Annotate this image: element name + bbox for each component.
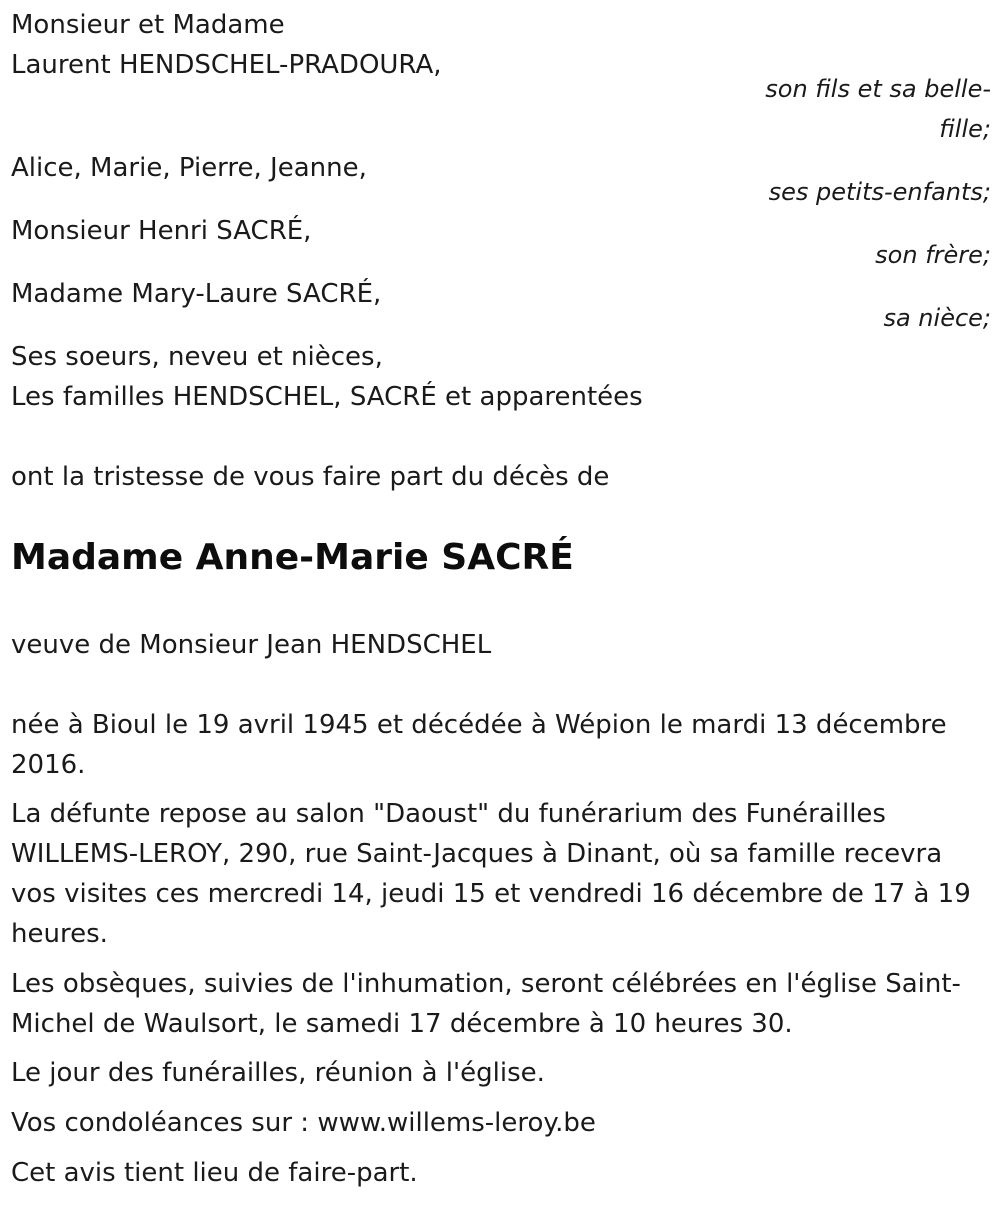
family-name-line: Monsieur Henri SACRÉ, [11,216,312,246]
family-relation: ses petits-enfants; [768,178,991,206]
repose-line: heures. [11,919,108,949]
birth-death-line: née à Bioul le 19 avril 1945 et décédée à Wépion le mardi 13 décembre [11,710,947,740]
deceased-name: Madame Anne-Marie SACRÉ [11,537,574,578]
meeting-text: Le jour des funérailles, réunion à l'église. [11,1058,545,1088]
birth-death-line: 2016. [11,750,86,780]
family-relation: son fils et sa belle- [765,75,991,103]
widow-of-text: veuve de Monsieur Jean HENDSCHEL [11,630,492,660]
repose-line: vos visites ces mercredi 14, jeudi 15 et vendredi 16 décembre de 17 à 19 [11,879,971,909]
family-relation: son frère; [875,241,991,269]
repose-line: La défunte repose au salon "Daoust" du funérarium des Funérailles [11,799,886,829]
announcement-text: ont la tristesse de vous faire part du décès de [11,462,610,492]
family-name-line: Ses soeurs, neveu et nièces, [11,342,383,372]
family-name-line: Madame Mary-Laure SACRÉ, [11,279,382,309]
family-name-line: Monsieur et Madame [11,10,285,40]
family-relation: sa nièce; [883,304,991,332]
notice-text: Cet avis tient lieu de faire-part. [11,1158,418,1188]
repose-line: WILLEMS-LEROY, 290, rue Saint-Jacques à Dinant, où sa famille recevra [11,839,943,869]
family-relation: fille; [939,115,991,143]
condolences-text: Vos condoléances sur : www.willems-leroy.be [11,1108,596,1138]
family-name-line: Alice, Marie, Pierre, Jeanne, [11,153,367,183]
family-name-line: Les familles HENDSCHEL, SACRÉ et apparentées [11,382,643,412]
family-name-line: Laurent HENDSCHEL-PRADOURA, [11,50,442,80]
funeral-line: Les obsèques, suivies de l'inhumation, seront célébrées en l'église Saint- [11,969,961,999]
funeral-line: Michel de Waulsort, le samedi 17 décembre à 10 heures 30. [11,1009,793,1039]
